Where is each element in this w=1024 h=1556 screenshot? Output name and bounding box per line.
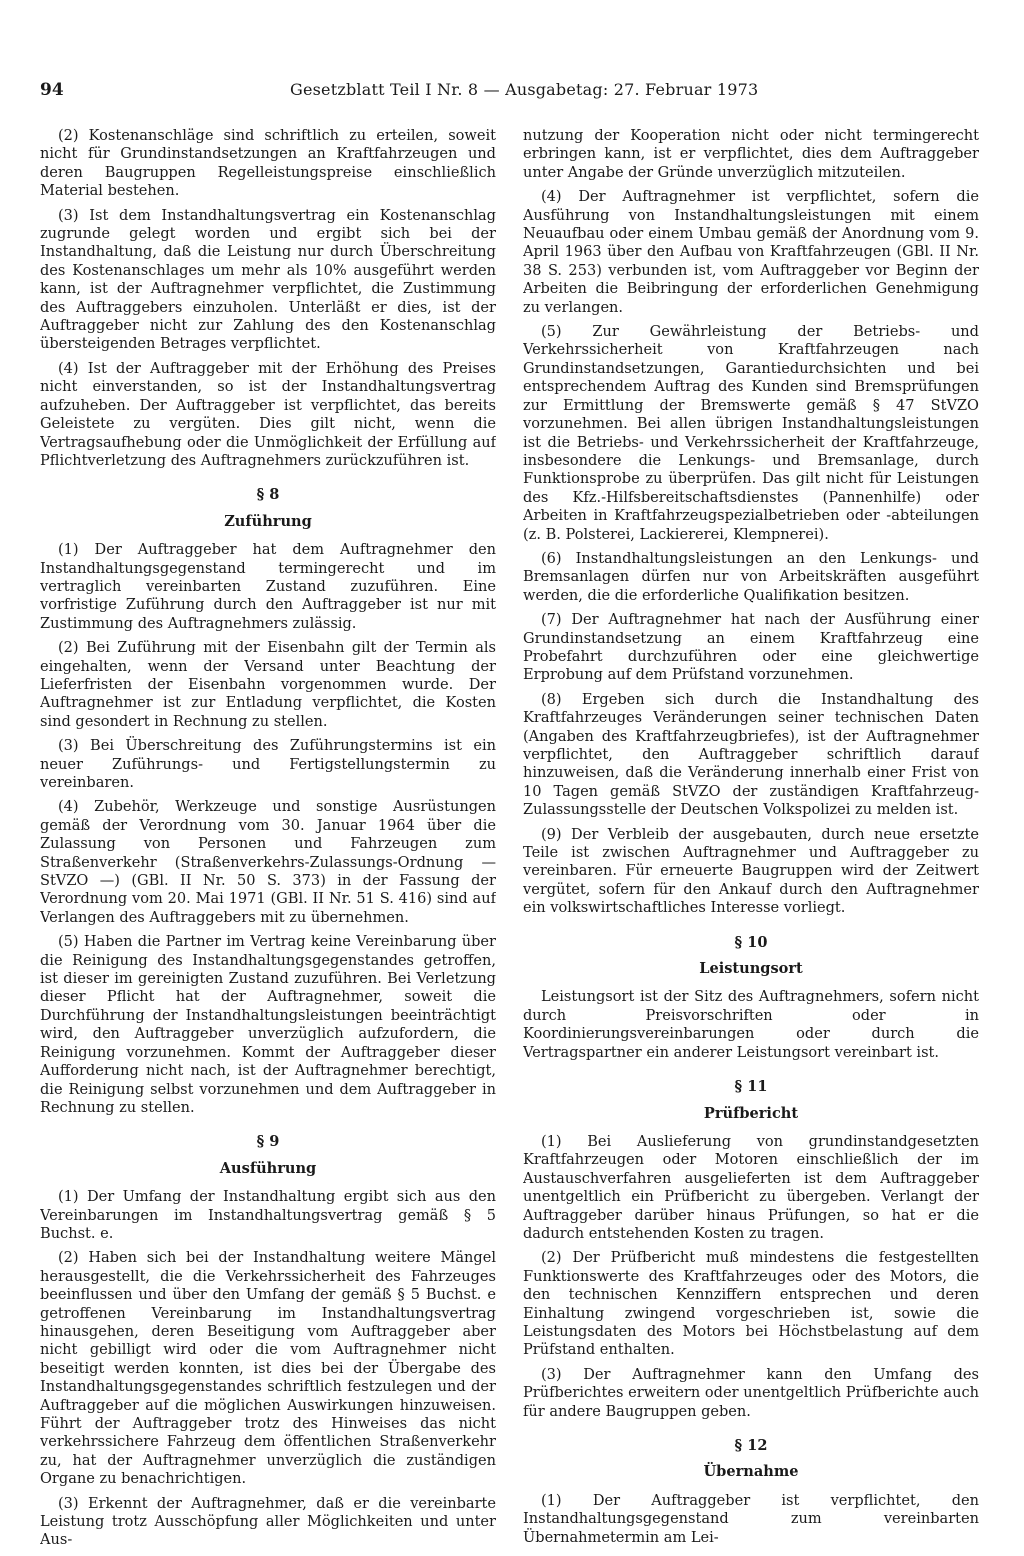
paragraph-9-6: (6) Instandhaltungsleistungen an den Lenkungs- und Bremsanlagen dürfen nur von Arbeitskräften ausgeführt werden, die die erforderliche Qualifikation besitzen. (523, 549, 979, 604)
paragraph-7-3: (3) Ist dem Instandhaltungsvertrag ein Kostenanschlag zugrunde gelegt worden und ergibt sich bei der Instandhaltung, daß die Leistung nur durch Überschreitung des Kostenanschlages um mehr als 10% ausgeführt werden kann, ist der Auftragnehmer verpflichtet, die Zustimmung des Auftraggebers einzuholen. Unterläßt er dies, ist der Auftraggeber nicht zur Zahlung des den Kostenanschlag übersteigenden Betrages verpflichtet. (40, 206, 496, 353)
section-11-number: § 11 (734, 1078, 768, 1096)
paragraph-7-2: (2) Kostenanschläge sind schriftlich zu erteilen, soweit nicht für Grundinstandsetzungen an Kraftfahrzeugen und deren Baugruppen Regelleistungspreise einschließlich Material bestehen. (40, 127, 496, 200)
paragraph-8-5: (5) Haben die Partner im Vertrag keine Vereinbarung über die Reinigung des Instandhaltungsgegenstandes getroffen, ist dieser im gereinigten Zustand zuzuführen. Bei Verletzung dieser Pflicht hat der Auftragnehmer, soweit die Durchführung der Instandhaltungsleistungen beeinträchtigt wird, den Auftraggeber unverzüglich aufzufordern, die Reinigung vorzunehmen. Kommt der Auftraggeber dieser Aufforderung nicht nach, ist der Auftragnehmer berechtigt, die Reinigung selbst vorzunehmen und dem Auftraggeber in Rechnung zu stellen. (40, 933, 496, 1116)
section-12-number: § 12 (734, 1437, 768, 1454)
section-8-title: Zuführung (224, 512, 312, 530)
section-9-number: § 9 (256, 1133, 280, 1151)
paragraph-11-1: (1) Bei Auslieferung von grundinstandgesetzten Kraftfahrzeugen oder Motoren einschließlich der im Austauschverfahren ausgelieferten ist dem Auftraggeber unentgeltlich ein Prüfbericht zu übergeben. Verlangt der Auftraggeber darüber hinaus Prüfungen, so hat er die dadurch entstehenden Kosten zu tragen. (523, 1132, 979, 1242)
paragraph-9-1: (1) Der Umfang der Instandhaltung ergibt sich aus den Vereinbarungen im Instandhaltungsvertrag gemäß § 5 Buchst. e. (40, 1188, 496, 1242)
paragraph-10: Leistungsort ist der Sitz des Auftragnehmers, sofern nicht durch Preisvorschriften oder in Koordinierungsvereinbarungen oder durch die Vertragspartner ein anderer Leistungsort vereinbart ist. (523, 988, 979, 1061)
section-10-title: Leistungsort (699, 960, 803, 978)
page-header (40, 78, 980, 104)
paragraph-8-3: (3) Bei Überschreitung des Zuführungstermins ist ein neuer Zuführungs- und Fertigstellungstermin zu vereinbaren. (40, 737, 496, 791)
paragraph-9-9: (9) Der Verbleib der ausgebauten, durch neue ersetzte Teile ist zwischen Auftragnehmer und Auftraggeber zu vereinbaren. Für erneuerte Baugruppen wird der Zeitwert vergütet, sofern für den Ankauf durch den Auftragnehmer ein volkswirtschaftliches Interesse vorliegt. (523, 825, 979, 917)
paragraph-8-2: (2) Bei Zuführung mit der Eisenbahn gilt der Termin als eingehalten, wenn der Versand unter Beachtung der Lieferfristen der Eisenbahn vorgenommen wurde. Der Auftragnehmer ist zur Entladung verpflichtet, die Kosten sind gesondert in Rechnung zu stellen. (40, 639, 496, 730)
paragraph-8-1: (1) Der Auftraggeber hat dem Auftragnehmer den Instandhaltungsgegenstand termingerecht und im vertraglich vereinbarten Zustand zuzuführen. Eine vorfristige Zuführung durch den Auftraggeber ist nur mit Zustimmung des Auftragnehmers zulässig. (40, 541, 496, 632)
paragraph-9-3-start: (3) Erkennt der Auftragnehmer, daß er die vereinbarte Leistung trotz Ausschöpfung aller Möglichkeiten und unter Aus- (40, 1494, 496, 1549)
running-title: Gesetzblatt Teil I Nr. 8 — Ausgabetag: 27. Februar 1973 (290, 80, 759, 99)
paragraph-9-2: (2) Haben sich bei der Instandhaltung weitere Mängel herausgestellt, die die Verkehrssicherheit des Fahrzeuges beeinflussen und über den Umfang der gemäß § 5 Buchst. e getroffenen Vereinbarung im Instandhaltungsvertrag hinausgehen, deren Beseitigung vom Auftraggeber aber nicht gebilligt wird oder die vom Auftragnehmer nicht beseitigt werden konnten, ist dies bei der Übergabe des Instandhaltungsgegenstandes schriftlich festzulegen und der Auftraggeber auf die möglichen Auswirkungen hinzuweisen. Führt der Auftraggeber trotz des Hinweises das nicht verkehrssichere Fahrzeug dem öffentlichen Straßenverkehr zu, hat der Auftragnehmer unverzüglich die zuständigen Organe zu benachrichtigen. (40, 1249, 496, 1488)
paragraph-9-7: (7) Der Auftragnehmer hat nach der Ausführung einer Grundinstandsetzung an einem Kraftfahrzeug eine Probefahrt durchzuführen oder eine gleichwertige Erprobung auf dem Prüfstand vorzunehmen. (523, 611, 979, 684)
paragraph-9-3-continued: nutzung der Kooperation nicht oder nicht termingerecht erbringen kann, ist er verpflichtet, dies dem Auftraggeber unter Angabe der Gründe unverzüglich mitzuteilen. (523, 127, 979, 181)
right-column (523, 127, 979, 1553)
paragraph-9-4: (4) Der Auftragnehmer ist verpflichtet, sofern die Ausführung von Instandhaltungsleistungen mit einem Neuaufbau oder einem Umbau gemäß der Anordnung vom 9. April 1963 über den Aufbau von Kraftfahrzeugen (GBl. II Nr. 38 S. 253) verbunden ist, vom Auftraggeber vor Beginn der Arbeiten die Beibringung der erforderlichen Genehmigung zu verlangen. (523, 188, 979, 316)
paragraph-9-8: (8) Ergeben sich durch die Instandhaltung des Kraftfahrzeuges Veränderungen seiner technischen Daten (Angaben des Kraftfahrzeugbriefes), ist der Auftragnehmer verpflichtet, den Auftraggeber schriftlich darauf hinzuweisen, daß die Veränderung innerhalb einer Frist von 10 Tagen gemäß StVZO der zuständigen Kraftfahrzeug-Zulassungsstelle der Deutschen Volkspolizei zu melden ist. (523, 690, 979, 819)
paragraph-12-1-start: (1) Der Auftraggeber ist verpflichtet, den Instandhaltungsgegenstand zum vereinbarten Übernahmetermin am Lei- (523, 1491, 979, 1546)
paragraph-11-2: (2) Der Prüfbericht muß mindestens die festgestellten Funktionswerte des Kraftfahrzeuges oder des Motors, die den technischen Kennziffern entsprechen und deren Einhaltung zwingend vorgeschrieben ist, sowie die Leistungsdaten des Motors bei Höchstbelastung auf dem Prüfstand enthalten. (523, 1249, 979, 1359)
section-11-title: Prüfbericht (703, 1104, 799, 1122)
left-column (40, 127, 496, 1556)
paragraph-9-5: (5) Zur Gewährleistung der Betriebs- und Verkehrssicherheit von Kraftfahrzeugen nach Grundinstandsetzungen, Garantiedurchsichten und bei entsprechendem Auftrag des Kunden sind Bremsprüfungen zur Ermittlung der Bremswerte gemäß § 47 StVZO vorzunehmen. Bei allen übrigen Instandhaltungsleistungen ist die Betriebs- und Verkehrssicherheit der Kraftfahrzeuge, insbesondere die Lenkungs- und Bremsanlage, durch Funktionsprobe zu überprüfen. Das gilt nicht für Leistungen des Kfz.-Hilfsbereitschaftsdienstes (Pannenhilfe) oder Arbeiten in Kraftfahrzeugspezialbetrieben oder -abteilungen (z. B. Polsterei, Lackiererei, Klempnerei). (523, 323, 979, 543)
page-number: 94 (40, 80, 64, 100)
section-12-title: Übernahme (703, 1463, 799, 1481)
section-8-number: § 8 (256, 486, 280, 504)
paragraph-8-4: (4) Zubehör, Werkzeuge und sonstige Ausrüstungen gemäß der Verordnung vom 30. Januar 1964 über die Zulassung von Personen und Fahrzeugen zum Straßenverkehr (Straßenverkehrs-Zulassungs-Ordnung — StVZO —) (GBl. II Nr. 50 S. 373) in der Fassung der Verordnung vom 20. Mai 1971 (GBl. II Nr. 51 S. 416) sind auf Verlangen des Auftraggebers mit zu übernehmen. (40, 798, 496, 926)
section-9-title: Ausführung (219, 1159, 317, 1177)
paragraph-11-3: (3) Der Auftragnehmer kann den Umfang des Prüfberichtes erweitern oder unentgeltlich Prüfberichte auch für andere Baugruppen geben. (523, 1365, 979, 1420)
section-10-number: § 10 (734, 933, 768, 951)
paragraph-7-4: (4) Ist der Auftraggeber mit der Erhöhung des Preises nicht einverstanden, so ist der Instandhaltungsvertrag aufzuheben. Der Auftraggeber ist verpflichtet, das bereits Geleistete zu vergüten. Dies gilt nicht, wenn die Vertragsaufhebung oder die Unmöglichkeit der Erfüllung auf Pflichtverletzung des Auftragnehmers zurückzuführen ist. (40, 359, 496, 469)
